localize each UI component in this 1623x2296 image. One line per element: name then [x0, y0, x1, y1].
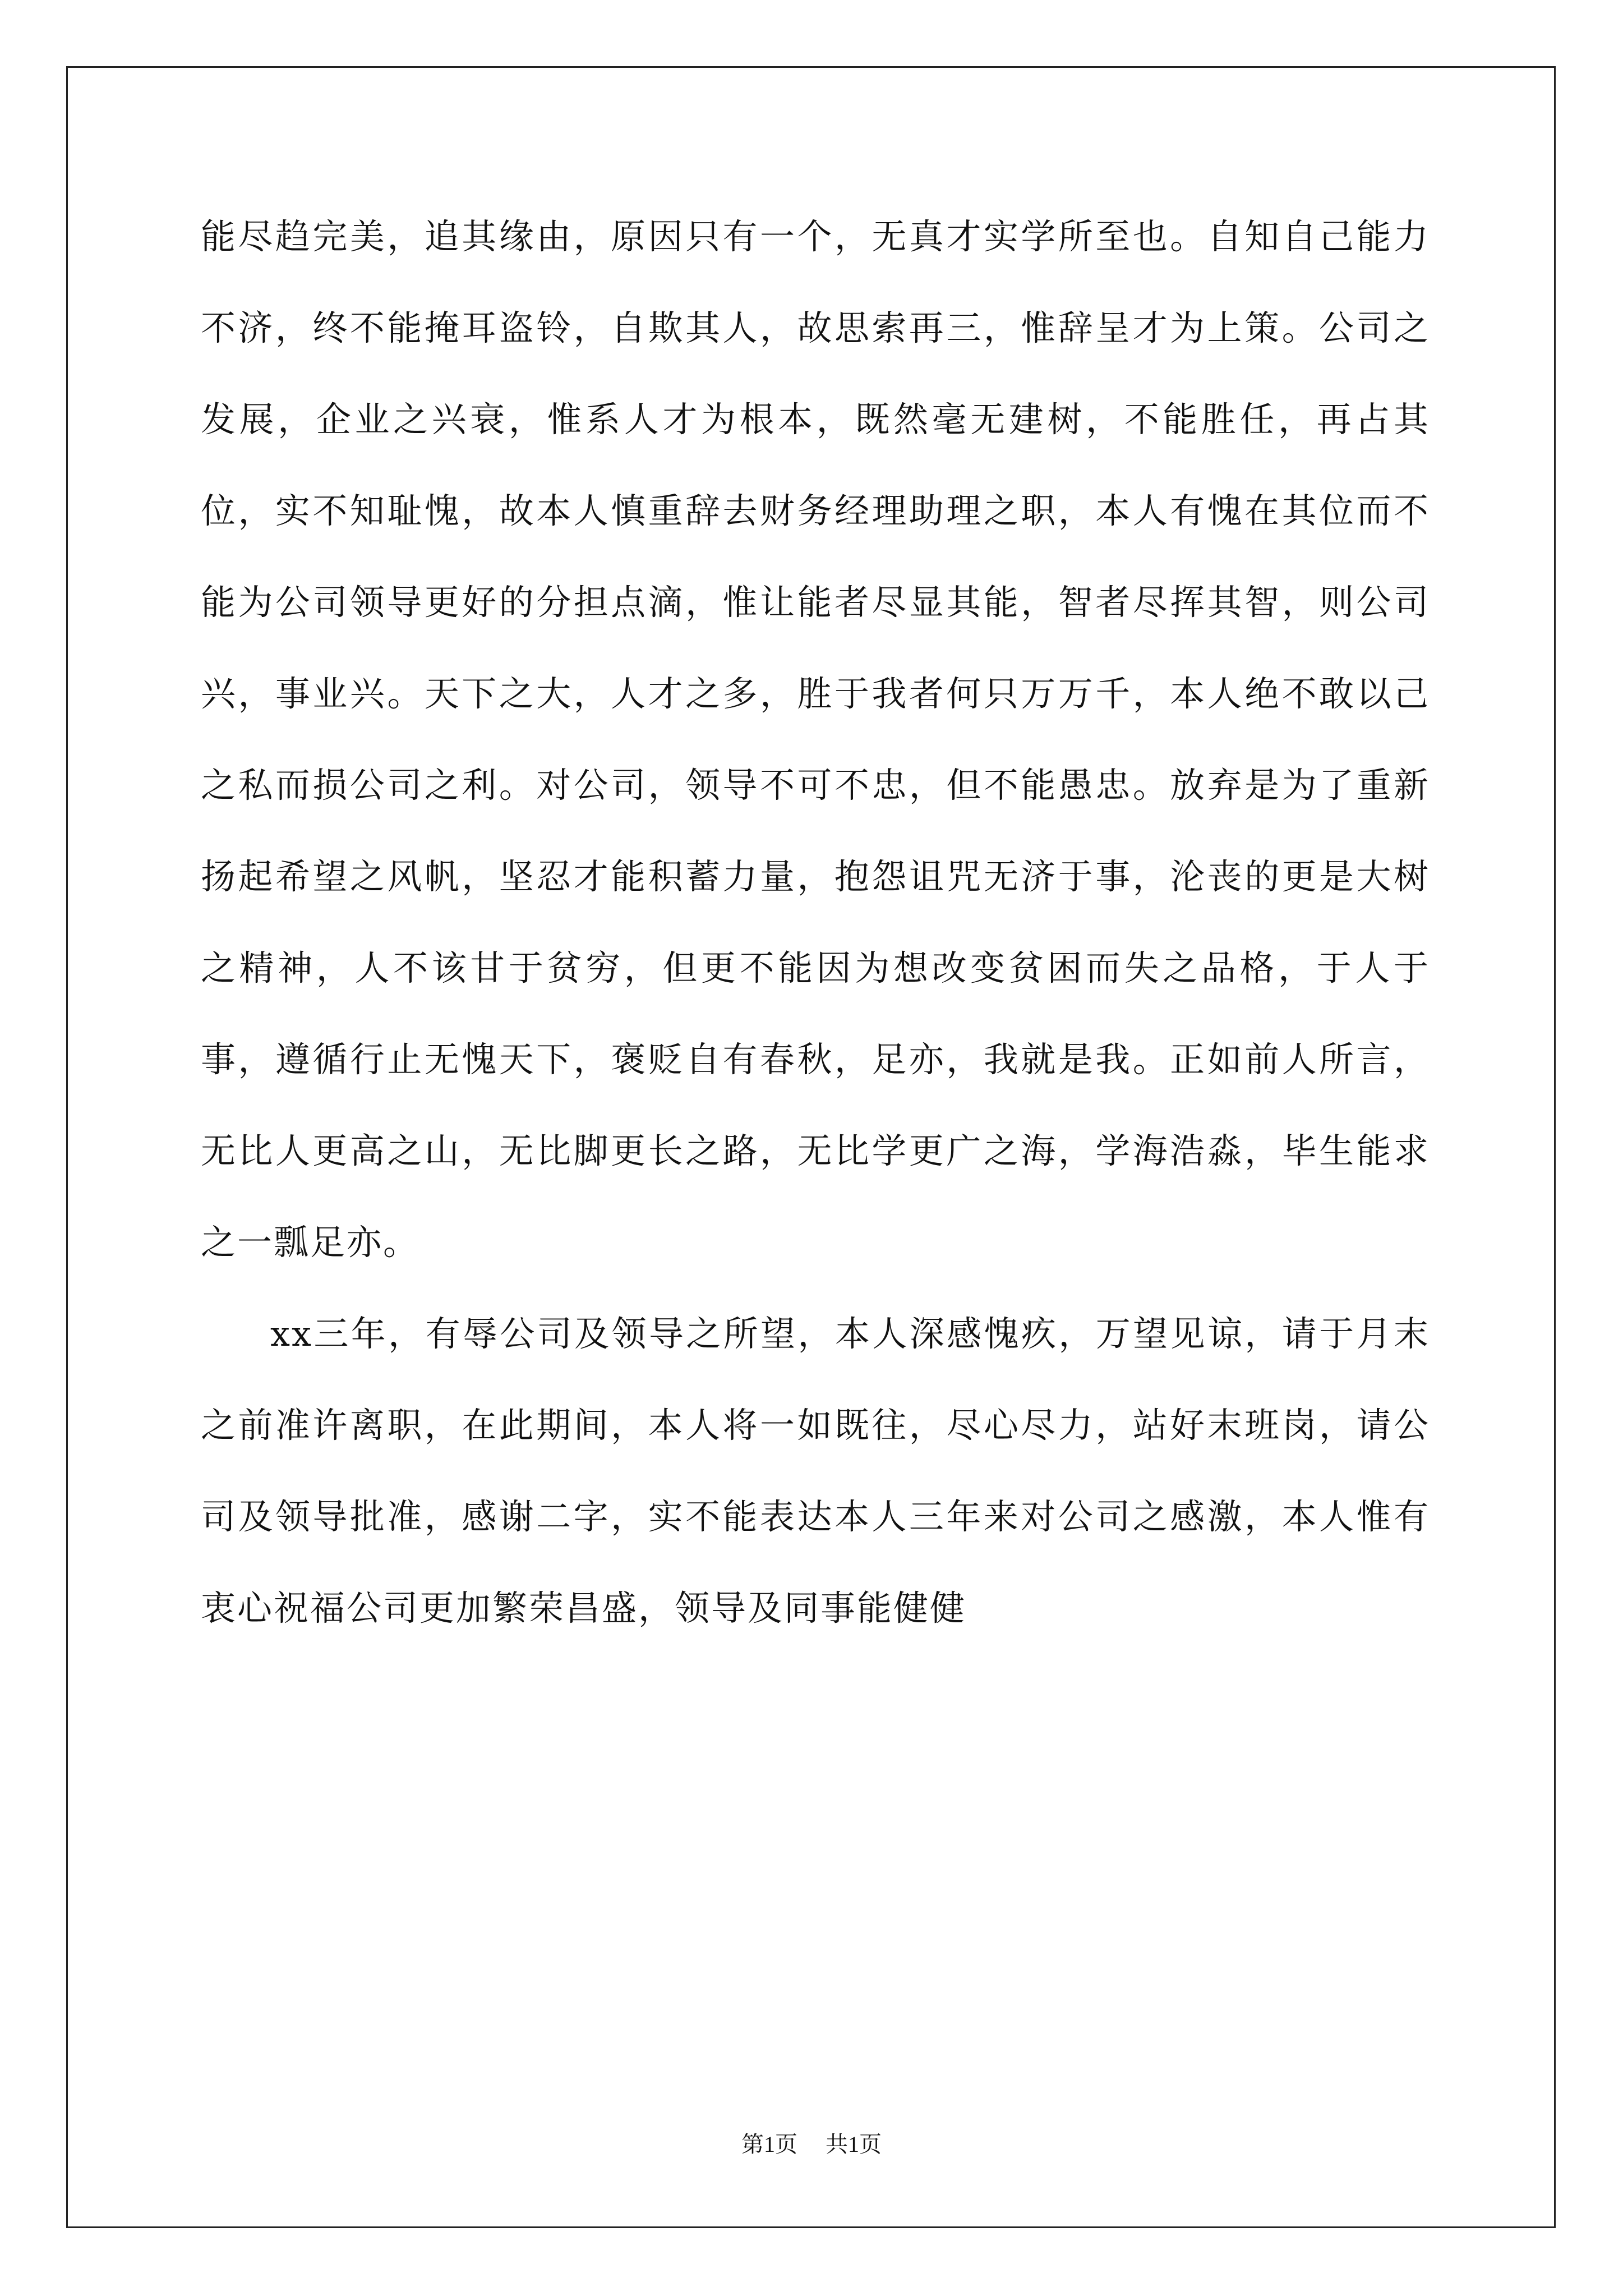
paragraph-1: 能尽趋完美，追其缘由，原因只有一个，无真才实学所至也。自知自己能力不济，终不能掩耳盗铃，自欺其人，故思索再三，惟辞呈才为上策。公司之发展，企业之兴衰，惟系人才为根本，既然毫无建树，不能胜任，再占其位，实不知耻愧，故本人慎重辞去财务经理助理之职，本人有愧在其位而不能为公司领导更好的分担点滴，惟让能者尽显其能，智者尽挥其智，则公司兴，事业兴。天下之大，人才之多，胜于我者何只万万千，本人绝不敢以己之私而损公司之利。对公司，领导不可不忠，但不能愚忠。放弃是为了重新扬起希望之风帆，坚忍才能积蓄力量，抱怨诅咒无济于事，沦丧的更是大树之精神，人不该甘于贫穷，但更不能因为想改变贫困而失之品格，于人于事，遵循行止无愧天下，褒贬自有春秋，足亦，我就是我。正如前人所言，无比人更高之山，无比脚更长之路，无比学更广之海，学海浩淼，毕生能求之一瓢足亦。: [201, 216, 1430, 1263]
page-number: 第1页: [741, 2132, 797, 2157]
page-total: 共1页: [826, 2132, 882, 2157]
document-body: [201, 191, 1430, 1654]
page-footer: [0, 2128, 1623, 2161]
paragraph-2: xx三年，有辱公司及领导之所望，本人深感愧疚，万望见谅，请于月末之前准许离职，在此期间，本人将一如既往，尽心尽力，站好末班岗，请公司及领导批准，感谢二字，实不能表达本人三年来对公司之感激，本人惟有衷心祝福公司更加繁荣昌盛，领导及同事能健健: [201, 1313, 1430, 1628]
